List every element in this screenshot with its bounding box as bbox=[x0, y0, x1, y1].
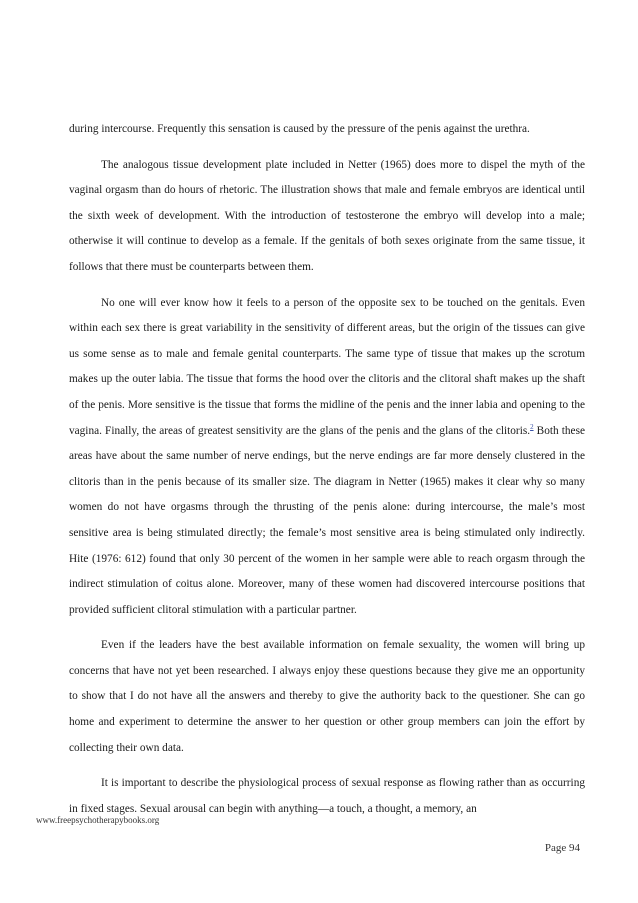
body-text bbox=[69, 117, 585, 822]
paragraph-counterparts-part1: No one will ever know how it feels to a person of the opposite sex to be touched on the genitals. Even within each sex there is great variability in the sensitivity of different areas, but the origin of the tissues can give us some sense as to male and female genital counterparts. The same type of tissue that makes up the scrotum makes up the outer labia. The tissue that forms the hood over the clitoris and the clitoral shaft makes up the shaft of the penis. More sensitive is the tissue that forms the midline of the penis and the inner labia and opening to the vagina. Finally, the areas of greatest sensitivity are the glans of the penis and the glans of the clitoris. bbox=[69, 296, 585, 437]
paragraph-netter: The analogous tissue development plate included in Netter (1965) does more to dispel the myth of the vaginal orgasm than do hours of rhetoric. The illustration shows that male and female embryos are identical until the sixth week of development. With the introduction of testosterone the embryo will develop into a male; otherwise it will continue to develop as a female. If the genitals of both sexes originate from the same tissue, it follows that there must be counterparts between them. bbox=[69, 158, 585, 273]
footnote-link[interactable]: 2 bbox=[530, 422, 534, 431]
footer-site-url: www.freepsychotherapybooks.org bbox=[36, 815, 160, 825]
paragraph-counterparts bbox=[69, 291, 585, 624]
paragraph-leaders: Even if the leaders have the best available information on female sexuality, the women will bring up concerns that have not yet been researched. I always enjoy these questions because they give me an opportunity to show that I do not have all the answers and thereby to give the authority back to the questioner. She can go home and experiment to determine the answer to her question or other group members can join the effort by collecting their own data. bbox=[69, 639, 585, 754]
paragraph-counterparts-part2: Both these areas have about the same number of nerve endings, but the nerve endings are far more densely clustered in the clitoris than in the penis because of its smaller size. The diagram in Netter (1965) makes it clear why so many women do not have orgasms through the thrusting of the penis alone: during intercourse, the male’s most sensitive area is being stimulated directly; the female’s most sensitive area is being stimulated only indirectly. Hite (1976: 612) found that only 30 percent of the women in her sample were able to reach orgasm through the indirect stimulation of coitus alone. Moreover, many of these women had discovered intercourse positions that provided sufficient clitoral stimulation with a particular partner. bbox=[69, 424, 585, 616]
page-number: Page 94 bbox=[544, 842, 580, 854]
paragraph-continuation: during intercourse. Frequently this sensation is caused by the pressure of the penis against the urethra. bbox=[69, 123, 530, 135]
paragraph-physiology: It is important to describe the physiological process of sexual response as flowing rather than as occurring in fixed stages. Sexual arousal can begin with anything—a touch, a thought, a memory, an bbox=[69, 777, 585, 815]
